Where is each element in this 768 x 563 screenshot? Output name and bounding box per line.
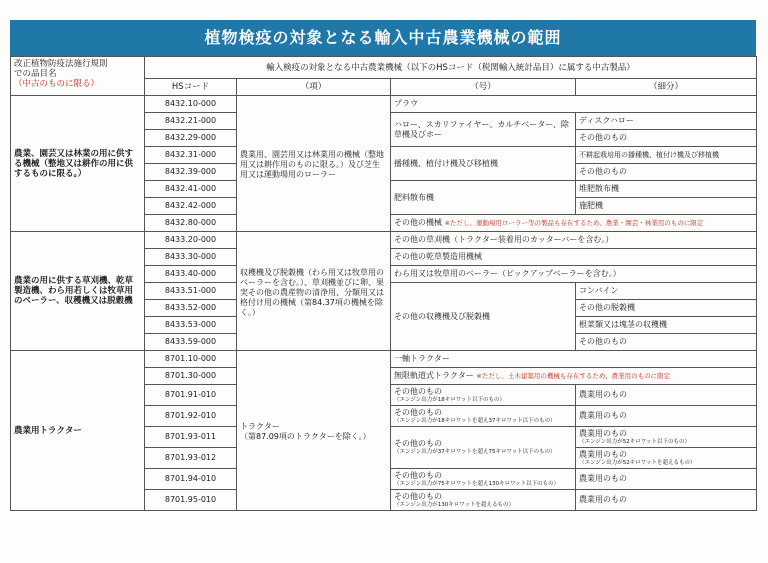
hs-code: 8701.91-010 — [145, 385, 237, 406]
hs-code: 8433.52-000 — [145, 300, 237, 317]
gou-other-machines — [391, 215, 757, 232]
saibun-other: その他のもの — [576, 130, 757, 147]
gou-baler: わら用又は牧草用のベーラー（ピックアップベーラーを含む。） — [391, 266, 757, 283]
saibun-agricultural: 農業用のもの — [576, 406, 757, 427]
saibun-disc-harrow: ディスクハロー — [576, 113, 757, 130]
hs-code: 8701.92-010 — [145, 406, 237, 427]
heading-item-8432: 農業用、園芸用又は林業用の機械（整地用又は耕作用のものに限る。）及び芝生用又は運動場用のローラー — [237, 96, 391, 232]
hs-code: 8432.80-000 — [145, 215, 237, 232]
header-kou: （項） — [237, 79, 391, 96]
header-name-note: （中古のものに限る） — [14, 79, 100, 89]
gou-other-label: その他のもの — [394, 491, 442, 501]
gou-other-37kw — [391, 406, 576, 427]
tractor-note: （第87.09項のトラクターを除く。） — [240, 432, 371, 441]
hs-code: 8701.94-010 — [145, 469, 237, 490]
header-hs: HSコード — [145, 79, 237, 96]
hs-code: 8433.51-000 — [145, 283, 237, 300]
gou-other-18kw — [391, 385, 576, 406]
hs-code: 8432.31-000 — [145, 147, 237, 164]
gou-other-130kw — [391, 469, 576, 490]
saibun-agricultural: 農業用のもの — [576, 490, 757, 511]
saibun-agricultural: 農業用のもの — [576, 385, 757, 406]
gou-other-label: その他の機械 — [394, 218, 442, 227]
hs-code: 8433.40-000 — [145, 266, 237, 283]
gou-other-sub: （エンジン出力が37キロワットを超え75キロワット以下のもの） — [394, 449, 556, 455]
gou-other-sub: （エンジン出力が18キロワットを超え37キロワット以下のもの） — [394, 417, 556, 424]
header-saibun: （細分） — [576, 79, 757, 96]
hs-code: 8701.95-010 — [145, 490, 237, 511]
header-gou: （号） — [391, 79, 576, 96]
gou-fertilizer: 肥料散布機 — [391, 181, 576, 215]
gou-other-label: その他のもの — [394, 407, 442, 417]
saibun-fertilizer: 施肥機 — [576, 198, 757, 215]
saibun-label: 農業用のもの — [579, 449, 627, 459]
machinery-table — [10, 56, 757, 511]
hs-code: 8432.39-000 — [145, 164, 237, 181]
saibun-no-till: 不耕起栽培用の播種機、植付け機及び移植機 — [576, 147, 757, 164]
hs-code: 8433.59-000 — [145, 334, 237, 351]
saibun-agricultural-over52kw — [576, 448, 757, 469]
hs-code: 8433.53-000 — [145, 317, 237, 334]
gou-mower: その他の草刈機（トラクター装着用のカッターバーを含む。） — [391, 232, 757, 249]
document-page — [10, 20, 756, 511]
gou-other-sub: （エンジン出力が130キロワットを超えるもの） — [394, 501, 514, 508]
saibun-root-harvester: 根菜類又は塊茎の収穫機 — [576, 317, 757, 334]
gou-crawler-note: ※ただし、土木建築用の機械も存在するため、農業用のものに限定 — [476, 372, 671, 380]
gou-other-label: その他のもの — [394, 470, 442, 480]
gou-seeder: 播種機、植付け機及び移植機 — [391, 147, 576, 181]
gou-harvester: その他の収穫機及び脱穀機 — [391, 283, 576, 351]
header-name-line2: での品目名 — [14, 69, 57, 79]
hs-code: 8433.30-000 — [145, 249, 237, 266]
gou-other-75kw — [391, 427, 576, 469]
gou-other-over130kw — [391, 490, 576, 511]
header-name-line1: 改正植物防疫法施行規則 — [14, 59, 108, 69]
gou-single-axle: 一軸トラクター — [391, 351, 757, 368]
gou-crawler — [391, 368, 757, 385]
hs-code: 8701.93-012 — [145, 448, 237, 469]
heading-item-8701 — [237, 351, 391, 511]
category-tractor: 農業用トラクター — [11, 351, 145, 511]
page-title: 植物検疫の対象となる輸入中古農業機械の範囲 — [10, 20, 756, 56]
hs-code: 8432.21-000 — [145, 113, 237, 130]
gou-other-label: その他のもの — [394, 439, 442, 448]
hs-code: 8701.93-011 — [145, 427, 237, 448]
hs-code: 8701.10-000 — [145, 351, 237, 368]
saibun-other: その他のもの — [576, 164, 757, 181]
hs-code: 8432.10-000 — [145, 96, 237, 113]
saibun-manure-spreader: 堆肥散布機 — [576, 181, 757, 198]
hs-code: 8432.41-000 — [145, 181, 237, 198]
category-tillage: 農業、園芸又は林業の用に供する機械（整地又は耕作の用に供するものに限る。） — [11, 96, 145, 232]
saibun-sub: （エンジン出力が52キロワット以下のもの） — [579, 438, 690, 445]
header-span-title: 輸入検疫の対象となる中古農業機械（以下のHSコード（税関輸入統計品目）に属する中古製品） — [145, 57, 757, 79]
header-item-name — [11, 57, 145, 96]
gou-other-sub: （エンジン出力が75キロワットを超え130キロワット以下のもの） — [394, 480, 560, 487]
hs-code: 8701.30-000 — [145, 368, 237, 385]
gou-other-sub: （エンジン出力が18キロワット以下のもの） — [394, 396, 505, 403]
saibun-agricultural: 農業用のもの — [576, 469, 757, 490]
saibun-combine: コンバイン — [576, 283, 757, 300]
hs-code: 8433.20-000 — [145, 232, 237, 249]
gou-hay: その他の乾草製造用機械 — [391, 249, 757, 266]
heading-item-8433: 収穫機及び脱穀機（わら用又は牧草用のベーラーを含む。）、草刈機並びに卵、果実その他の農産物の清浄用、分類用又は格付け用の機械（第84.37項の機械を除く。） — [237, 232, 391, 351]
hs-code: 8432.42-000 — [145, 198, 237, 215]
gou-other-label: その他のもの — [394, 386, 442, 396]
gou-crawler-label: 無限軌道式トラクター — [394, 371, 474, 380]
gou-other-note: ※ただし、運動場用ローラー等の製品も存在するため、農業・園芸・林業用のものに限定 — [444, 219, 704, 227]
saibun-thresher: その他の脱穀機 — [576, 300, 757, 317]
saibun-label: 農業用のもの — [579, 428, 627, 438]
category-harvester: 農業の用に供する草刈機、乾草製造機、わら用若しくは牧草用のベーラー、収穫機又は脱穀機 — [11, 232, 145, 351]
hs-code: 8432.29-000 — [145, 130, 237, 147]
saibun-sub: （エンジン出力が52キロワットを超えるもの） — [579, 459, 696, 466]
saibun-agricultural-52kw — [576, 427, 757, 448]
gou-harrow: ハロー、スカリファイヤー、カルチベーター、除草機及びホー — [391, 113, 576, 147]
gou-plow: プラウ — [391, 96, 757, 113]
tractor-label: トラクター — [240, 422, 280, 431]
saibun-other: その他のもの — [576, 334, 757, 351]
